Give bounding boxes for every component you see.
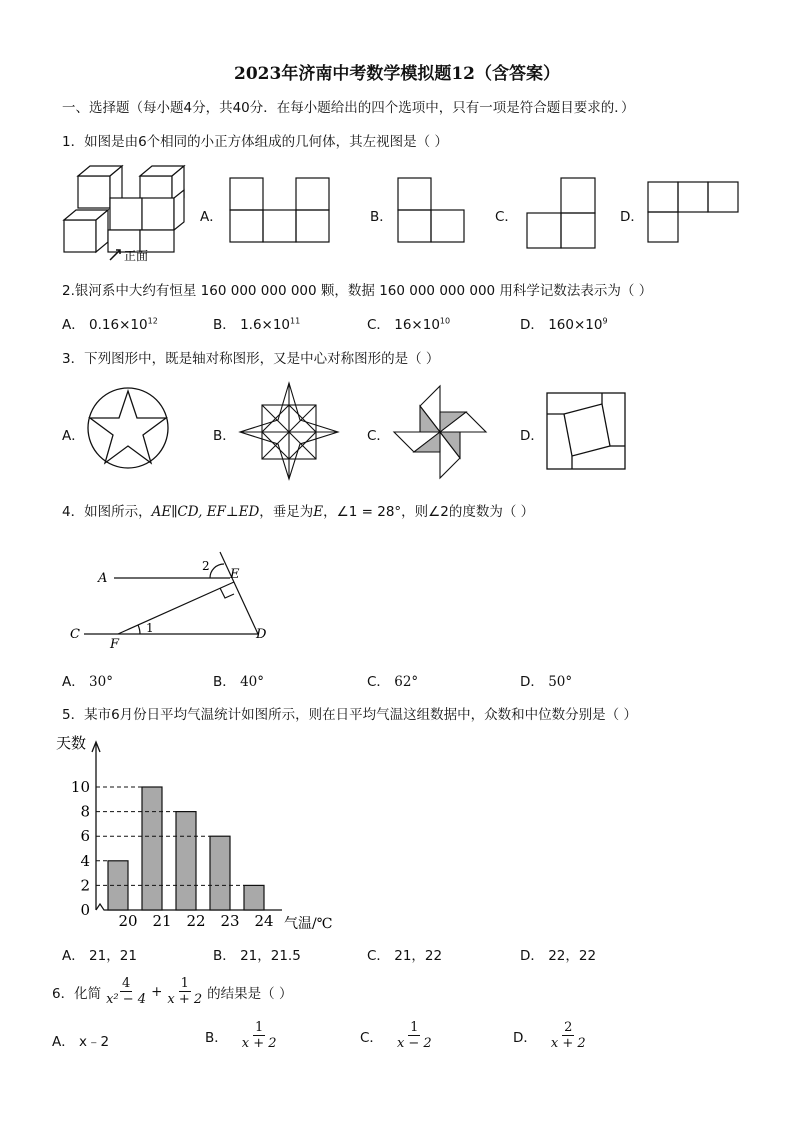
q1-option-a-label[interactable]: A． — [200, 209, 223, 225]
q2-option-a[interactable]: A． $0.16\times 10^{12}$ — [62, 316, 158, 333]
question-6-stem: 6．化简 $\frac{4}{\text{x² − 4}}$ + $\frac{1}{x + 2}$ 的结果是（ ） — [52, 976, 293, 1007]
q3-option-b-label[interactable]: B． — [213, 428, 236, 444]
bar — [244, 885, 264, 910]
q1-option-b-label[interactable]: B． — [370, 209, 393, 225]
q6-option-a[interactable]: A． x﹣2 — [52, 1034, 110, 1050]
question-2-stem: 2.银河系中大约有恒星 160 000 000 000 颗，数据 160 000 000 000 用科学记数法表示为（ ） — [62, 283, 653, 299]
y-tick-label: 4 — [80, 851, 90, 870]
y-tick-label: 2 — [80, 876, 90, 895]
q3-option-d-label[interactable]: D． — [520, 428, 544, 444]
eight-point-star-figure — [238, 382, 340, 480]
x-tick-label: 23 — [220, 912, 240, 930]
label-d: D — [256, 627, 267, 642]
q3-option-c-label[interactable]: C． — [367, 428, 390, 444]
q5-option-c[interactable]: C． 21，22 — [367, 948, 443, 964]
x-tick-label: 21 — [152, 912, 172, 930]
y-axis-label: 天数 — [56, 734, 87, 752]
q4-option-d[interactable]: D． 50° — [520, 674, 573, 690]
question-5-stem: 5．某市6月份日平均气温统计如图所示，则在日平均气温这组数据中，众数和中位数分别是（ ） — [62, 707, 637, 723]
front-label: 正面 — [124, 249, 149, 263]
q5-option-b[interactable]: B． 21，21.5 — [213, 948, 301, 964]
q6-option-b[interactable]: B． $\frac{1}{x + 2}$ — [205, 1020, 277, 1051]
q5-option-d[interactable]: D． 22，22 — [520, 948, 597, 964]
angle-2-label: 2 — [202, 559, 210, 573]
question-4-stem: 4．如图所示，AE∥CD, EF⊥ED，垂足为E，∠1 = 28°，则∠2的度数为（ ） — [62, 504, 535, 520]
question-3-stem: 3．下列图形中，既是轴对称图形，又是中心对称图形的是（ ） — [62, 351, 440, 367]
section-heading: 一、选择题（每小题4分，共40分．在每小题给出的四个选项中，只有一项是符合题目要求的．） — [62, 100, 635, 116]
q2-option-b[interactable]: B． $1.6\times 10^{11}$ — [213, 316, 301, 333]
q2-option-d[interactable]: D． $160\times 10^9$ — [520, 316, 608, 333]
bar — [176, 812, 196, 910]
bar — [142, 787, 162, 910]
x-axis-label: 气温/℃ — [284, 916, 333, 932]
q1-option-d-figure — [648, 182, 740, 242]
y-tick-label: 0 — [80, 901, 90, 919]
q1-option-c-label[interactable]: C． — [495, 209, 518, 225]
q2-option-c[interactable]: C． $16\times 10^{10}$ — [367, 316, 451, 333]
q6-option-d[interactable]: D． $\frac{2}{x + 2}$ — [513, 1020, 586, 1051]
q6-option-c[interactable]: C． $\frac{1}{x - 2}$ — [360, 1020, 432, 1051]
x-tick-label: 20 — [118, 912, 138, 930]
y-tick-label: 8 — [80, 802, 90, 821]
q3-option-a-label[interactable]: A． — [62, 428, 85, 444]
parallel-lines-figure — [70, 540, 280, 655]
nested-squares-figure — [546, 392, 626, 470]
label-f: F — [110, 637, 120, 652]
fraction-1: $\frac{4}{\text{x² − 4}}$ — [106, 976, 147, 1007]
q1-option-c-figure — [527, 178, 595, 248]
label-e: E — [230, 567, 240, 582]
fraction-2: $\frac{1}{x + 2}$ — [167, 976, 203, 1007]
page-title: 2023年济南中考数学模拟题12（含答案） — [234, 64, 560, 84]
label-c: C — [70, 627, 80, 642]
q4-option-a[interactable]: A． 30° — [62, 674, 113, 690]
temperature-bar-chart — [50, 730, 350, 930]
x-tick-label: 22 — [186, 912, 206, 930]
y-tick-label: 6 — [80, 827, 90, 846]
x-tick-label: 24 — [254, 912, 274, 930]
q5-option-a[interactable]: A． 21，21 — [62, 948, 137, 964]
q1-option-b-figure — [398, 178, 464, 242]
angle-1-label: 1 — [146, 621, 154, 635]
cube-solid-figure — [60, 164, 190, 264]
q4-option-b[interactable]: B． 40° — [213, 674, 264, 690]
question-1-stem: 1．如图是由6个相同的小正方体组成的几何体，其左视图是（ ） — [62, 134, 448, 150]
pinwheel-figure — [390, 382, 490, 482]
q1-option-d-label[interactable]: D． — [620, 209, 644, 225]
q1-option-a-figure — [230, 178, 330, 242]
y-tick-label: 10 — [70, 778, 90, 796]
bar — [210, 836, 230, 910]
label-a: A — [98, 571, 108, 586]
circle-star-figure — [86, 386, 170, 470]
q4-option-c[interactable]: C． 62° — [367, 674, 419, 690]
